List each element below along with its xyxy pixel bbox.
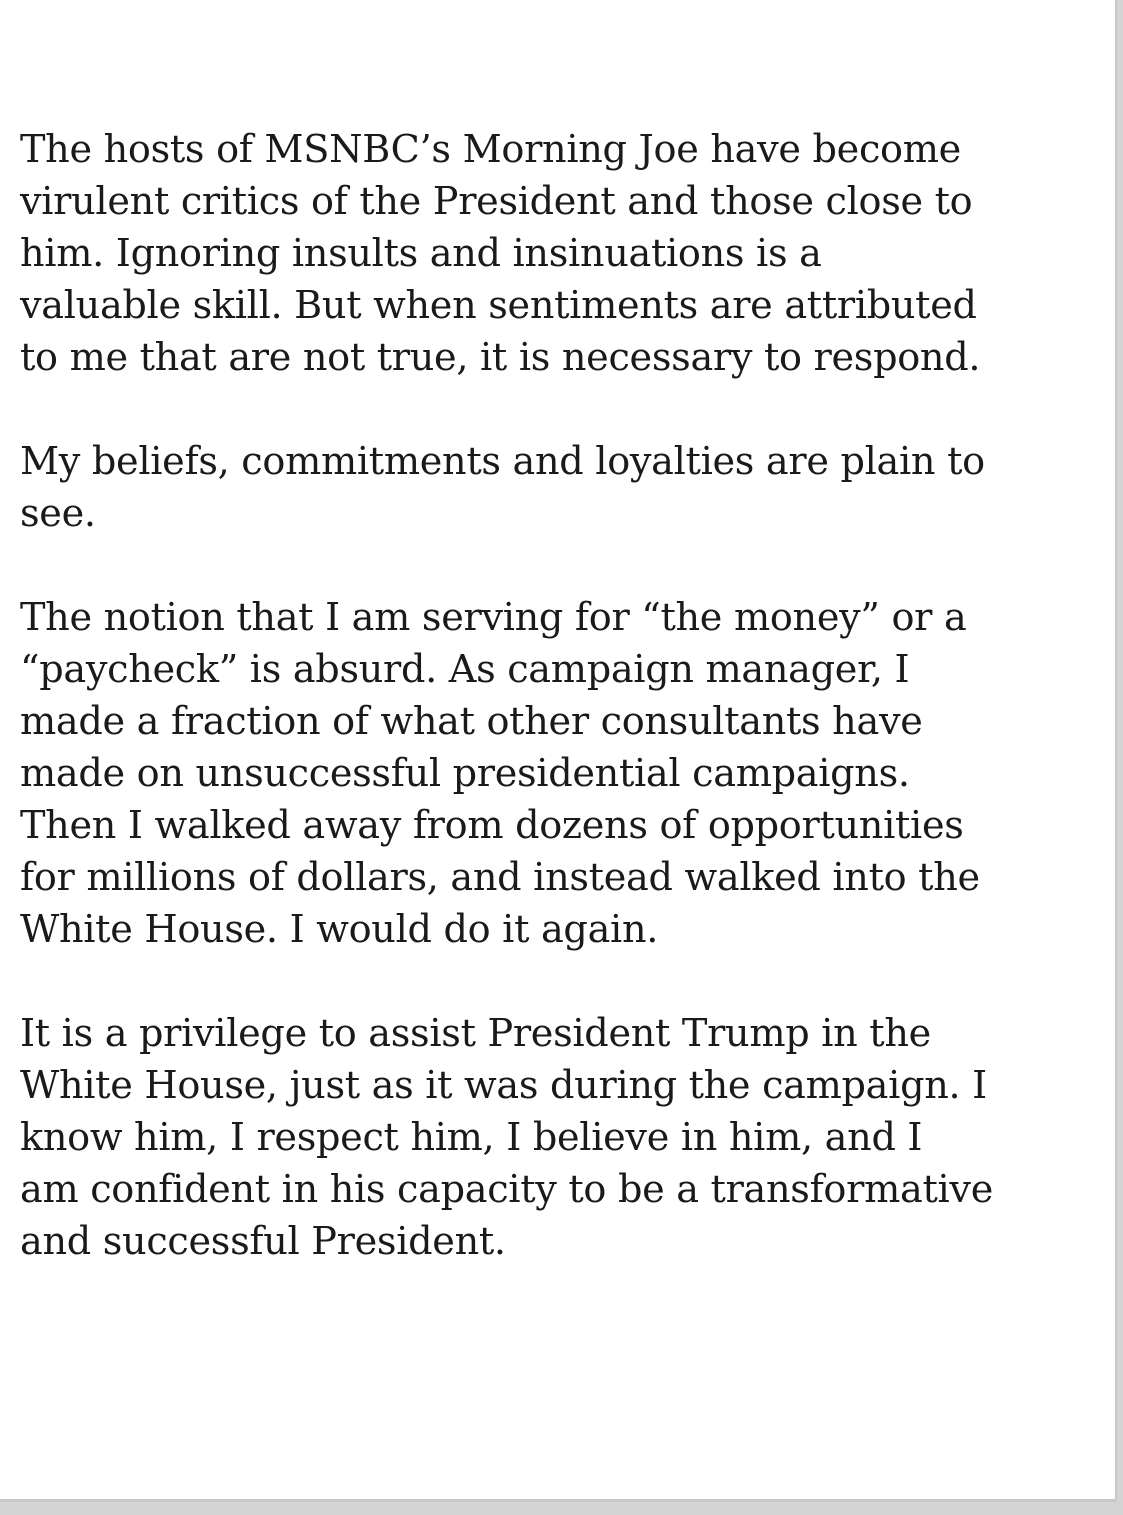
paragraph-4 [20, 1008, 1060, 1268]
text-line: know him, I respect him, I believe in him, and I [20, 1116, 923, 1160]
text-line: made on unsuccessful presidential campaigns. [20, 752, 910, 796]
text-line: see. [20, 492, 96, 536]
paragraph-3 [20, 592, 1060, 956]
text-line: am confident in his capacity to be a transformative [20, 1168, 993, 1212]
text-line: for millions of dollars, and instead walked into the [20, 856, 980, 900]
text-line: White House, just as it was during the campaign. I [20, 1064, 987, 1108]
text-line: The notion that I am serving for “the money” or a [20, 596, 967, 640]
text-line: It is a privilege to assist President Trump in the [20, 1012, 931, 1056]
text-line: My beliefs, commitments and loyalties are plain to [20, 440, 985, 484]
text-line: The hosts of MSNBC’s Morning Joe have become [20, 128, 961, 172]
text-line: to me that are not true, it is necessary to respond. [20, 336, 981, 380]
paragraph-2 [20, 436, 1060, 540]
text-line: made a fraction of what other consultants have [20, 700, 923, 744]
text-line: Then I walked away from dozens of opportunities [20, 804, 964, 848]
statement-body [20, 124, 1060, 1320]
text-line: virulent critics of the President and those close to [20, 180, 973, 224]
paragraph-1 [20, 124, 1060, 384]
text-line: valuable skill. But when sentiments are attributed [20, 284, 977, 328]
text-line: and successful President. [20, 1220, 506, 1264]
text-line: White House. I would do it again. [20, 908, 659, 952]
text-line: him. Ignoring insults and insinuations is a [20, 232, 822, 276]
text-line: “paycheck” is absurd. As campaign manager, I [20, 648, 910, 692]
